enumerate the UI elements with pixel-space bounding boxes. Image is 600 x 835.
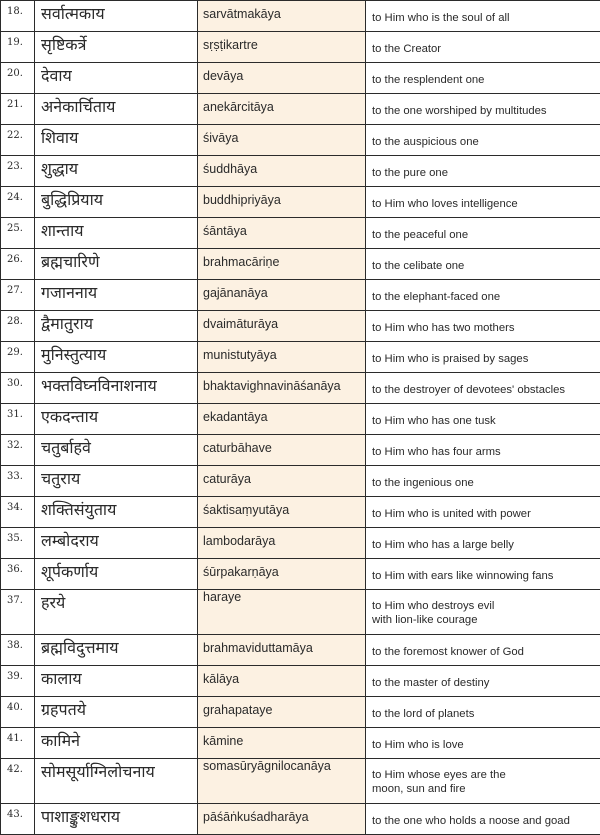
sanskrit-name: चतुराय — [35, 466, 198, 497]
meaning: to Him who has two mothers — [366, 311, 600, 342]
meaning: to the lord of planets — [366, 697, 600, 728]
table-row — [1, 156, 600, 187]
sanskrit-name: अनेकार्चिताय — [35, 94, 198, 125]
row-number: 38. — [1, 635, 35, 666]
sanskrit-name: लम्बोदराय — [35, 528, 198, 559]
sanskrit-name: कामिने — [35, 728, 198, 759]
sanskrit-name: बुद्धिप्रियाय — [35, 187, 198, 218]
transliteration: ekadantāya — [198, 404, 366, 435]
sanskrit-name: ब्रह्मचारिणे — [35, 249, 198, 280]
table-row — [1, 342, 600, 373]
meaning: to the celibate one — [366, 249, 600, 280]
table-row — [1, 373, 600, 404]
table-row — [1, 32, 600, 63]
table-row — [1, 218, 600, 249]
sanskrit-name: भक्तविघ्नविनाशनाय — [35, 373, 198, 404]
transliteration: buddhipriyāya — [198, 187, 366, 218]
table-row — [1, 187, 600, 218]
sanskrit-name: शूर्पकर्णाय — [35, 559, 198, 590]
meaning: to the one who holds a noose and goad — [366, 804, 600, 835]
transliteration: sṛṣṭikartre — [198, 32, 366, 63]
meaning: to Him who is the soul of all — [366, 1, 600, 32]
meaning-line: with lion-like courage — [372, 614, 478, 626]
row-number: 22. — [1, 125, 35, 156]
meaning-line: to Him who destroys evil — [372, 600, 494, 612]
row-number: 32. — [1, 435, 35, 466]
transliteration: śuddhāya — [198, 156, 366, 187]
meaning: to Him who is love — [366, 728, 600, 759]
transliteration: caturbāhave — [198, 435, 366, 466]
sanskrit-name: द्वैमातुराय — [35, 311, 198, 342]
sanskrit-name: हरये — [35, 590, 198, 635]
table-row — [1, 435, 600, 466]
transliteration: caturāya — [198, 466, 366, 497]
meaning: to the resplendent one — [366, 63, 600, 94]
row-number: 26. — [1, 249, 35, 280]
meaning: to the one worshiped by multitudes — [366, 94, 600, 125]
table-row — [1, 94, 600, 125]
row-number: 31. — [1, 404, 35, 435]
row-number: 35. — [1, 528, 35, 559]
meaning: to Him who has four arms — [366, 435, 600, 466]
meaning — [366, 759, 600, 804]
transliteration: gajānanāya — [198, 280, 366, 311]
transliteration: śāntāya — [198, 218, 366, 249]
transliteration: dvaimāturāya — [198, 311, 366, 342]
meaning: to the pure one — [366, 156, 600, 187]
table-row — [1, 697, 600, 728]
table-row — [1, 497, 600, 528]
sanskrit-name: शान्ताय — [35, 218, 198, 249]
row-number: 30. — [1, 373, 35, 404]
sanskrit-name: पाशाङ्कुशधराय — [35, 804, 198, 835]
meaning: to the elephant-faced one — [366, 280, 600, 311]
row-number: 23. — [1, 156, 35, 187]
transliteration: sarvātmakāya — [198, 1, 366, 32]
row-number: 39. — [1, 666, 35, 697]
transliteration: kāmine — [198, 728, 366, 759]
row-number: 25. — [1, 218, 35, 249]
transliteration: anekārcitāya — [198, 94, 366, 125]
table-row — [1, 466, 600, 497]
meaning: to Him who is united with power — [366, 497, 600, 528]
transliteration: haraye — [198, 590, 366, 635]
transliteration: devāya — [198, 63, 366, 94]
row-number: 28. — [1, 311, 35, 342]
meaning: to Him with ears like winnowing fans — [366, 559, 600, 590]
meaning-line: to Him whose eyes are the — [372, 769, 506, 781]
table-row — [1, 528, 600, 559]
meaning: to Him who is praised by sages — [366, 342, 600, 373]
table-row — [1, 311, 600, 342]
sanskrit-name: शक्तिसंयुताय — [35, 497, 198, 528]
row-number: 43. — [1, 804, 35, 835]
row-number: 42. — [1, 759, 35, 804]
table-row — [1, 590, 600, 635]
table-row — [1, 1, 600, 32]
table-row — [1, 559, 600, 590]
meaning: to the destroyer of devotees' obstacles — [366, 373, 600, 404]
meaning: to Him who has one tusk — [366, 404, 600, 435]
meaning: to the auspicious one — [366, 125, 600, 156]
row-number: 18. — [1, 1, 35, 32]
meaning: to the Creator — [366, 32, 600, 63]
row-number: 21. — [1, 94, 35, 125]
meaning: to the foremost knower of God — [366, 635, 600, 666]
sanskrit-name: शुद्धाय — [35, 156, 198, 187]
transliteration: śūrpakarṇāya — [198, 559, 366, 590]
meaning: to the master of destiny — [366, 666, 600, 697]
meaning — [366, 590, 600, 635]
row-number: 24. — [1, 187, 35, 218]
meaning-line: moon, sun and fire — [372, 783, 466, 795]
table-row — [1, 804, 600, 835]
transliteration: somasūryāgnilocanāya — [198, 759, 366, 804]
transliteration: brahmaviduttamāya — [198, 635, 366, 666]
transliteration: śaktisaṃyutāya — [198, 497, 366, 528]
table-row — [1, 249, 600, 280]
sanskrit-name: देवाय — [35, 63, 198, 94]
transliteration: śivāya — [198, 125, 366, 156]
row-number: 33. — [1, 466, 35, 497]
table-row — [1, 63, 600, 94]
meaning: to Him who has a large belly — [366, 528, 600, 559]
sanskrit-name: सर्वात्मकाय — [35, 1, 198, 32]
table-row — [1, 404, 600, 435]
transliteration: kālāya — [198, 666, 366, 697]
row-number: 37. — [1, 590, 35, 635]
sanskrit-name: ग्रहपतये — [35, 697, 198, 728]
table-row — [1, 635, 600, 666]
row-number: 36. — [1, 559, 35, 590]
transliteration: pāśāṅkuśadharāya — [198, 804, 366, 835]
sanskrit-name: ब्रह्मविदुत्तमाय — [35, 635, 198, 666]
transliteration: grahapataye — [198, 697, 366, 728]
sanskrit-name: चतुर्बाहवे — [35, 435, 198, 466]
row-number: 34. — [1, 497, 35, 528]
transliteration: bhaktavighnavināśanāya — [198, 373, 366, 404]
table-row — [1, 280, 600, 311]
sanskrit-name: सृष्टिकर्त्रे — [35, 32, 198, 63]
sanskrit-name: शिवाय — [35, 125, 198, 156]
row-number: 19. — [1, 32, 35, 63]
row-number: 29. — [1, 342, 35, 373]
sanskrit-name: गजाननाय — [35, 280, 198, 311]
sanskrit-name: कालाय — [35, 666, 198, 697]
table-row — [1, 125, 600, 156]
row-number: 20. — [1, 63, 35, 94]
sanskrit-name: सोमसूर्याग्निलोचनाय — [35, 759, 198, 804]
meaning: to the ingenious one — [366, 466, 600, 497]
table-row — [1, 666, 600, 697]
table-row — [1, 759, 600, 804]
transliteration: lambodarāya — [198, 528, 366, 559]
row-number: 41. — [1, 728, 35, 759]
table-row — [1, 728, 600, 759]
row-number: 27. — [1, 280, 35, 311]
row-number: 40. — [1, 697, 35, 728]
meaning: to the peaceful one — [366, 218, 600, 249]
transliteration: munistutyāya — [198, 342, 366, 373]
sanskrit-name: मुनिस्तुत्याय — [35, 342, 198, 373]
meaning: to Him who loves intelligence — [366, 187, 600, 218]
transliteration: brahmacāriṇe — [198, 249, 366, 280]
sanskrit-name: एकदन्ताय — [35, 404, 198, 435]
